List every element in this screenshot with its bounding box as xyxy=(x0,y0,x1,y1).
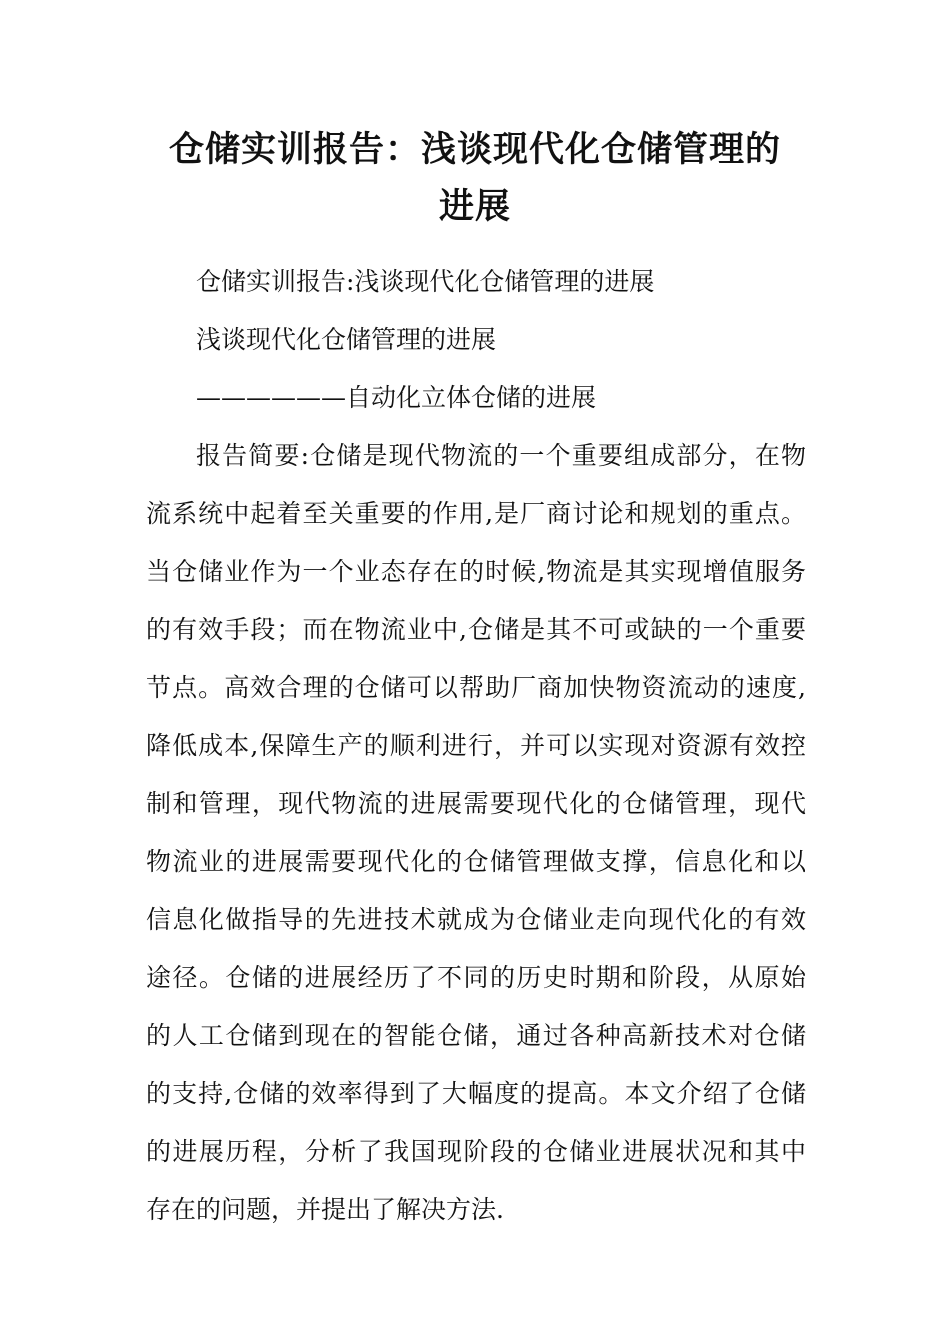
title-line-2: 进展 xyxy=(438,187,511,227)
summary-line: 降低成本,保障生产的顺利进行，并可以实现对资源有效控 xyxy=(146,731,806,760)
subtitle: 浅谈现代化仓储管理的进展 xyxy=(196,325,497,354)
summary-line: 的有效手段；而在物流业中,仓储是其不可或缺的一个重要 xyxy=(146,615,806,644)
summary-line: 节点。高效合理的仓储可以帮助厂商加快物资流动的速度, xyxy=(146,673,806,702)
summary-line: 信息化做指导的先进技术就成为仓储业走向现代化的有效 xyxy=(146,905,806,934)
document-body xyxy=(146,253,806,1239)
summary-line-last: 存在的问题，并提出了解决方法. xyxy=(146,1195,504,1224)
summary-line: 的人工仓储到现在的智能仓储，通过各种高新技术对仓储 xyxy=(146,1021,806,1050)
heading-repeat: 仓储实训报告:浅谈现代化仓储管理的进展 xyxy=(196,267,655,296)
summary-paragraph xyxy=(146,427,806,1239)
summary-line: 流系统中起着至关重要的作用,是厂商讨论和规划的重点。 xyxy=(146,499,806,528)
document-title xyxy=(120,122,830,236)
summary-line: 物流业的进展需要现代化的仓储管理做支撑，信息化和以 xyxy=(146,847,806,876)
summary-line: 途径。仓储的进展经历了不同的历史时期和阶段，从原始 xyxy=(146,963,806,992)
summary-line: 的进展历程，分析了我国现阶段的仓储业进展状况和其中 xyxy=(146,1137,806,1166)
summary-line: 制和管理，现代物流的进展需要现代化的仓储管理，现代 xyxy=(146,789,806,818)
subtitle-dash: ——————自动化立体仓储的进展 xyxy=(196,383,597,412)
summary-line: 的支持,仓储的效率得到了大幅度的提高。本文介绍了仓储 xyxy=(146,1079,806,1108)
summary-line: 当仓储业作为一个业态存在的时候,物流是其实现增值服务 xyxy=(146,557,806,586)
summary-line: 报告简要:仓储是现代物流的一个重要组成部分，在物 xyxy=(196,441,806,470)
title-line-1: 仓储实训报告：浅谈现代化仓储管理的 xyxy=(168,130,781,170)
